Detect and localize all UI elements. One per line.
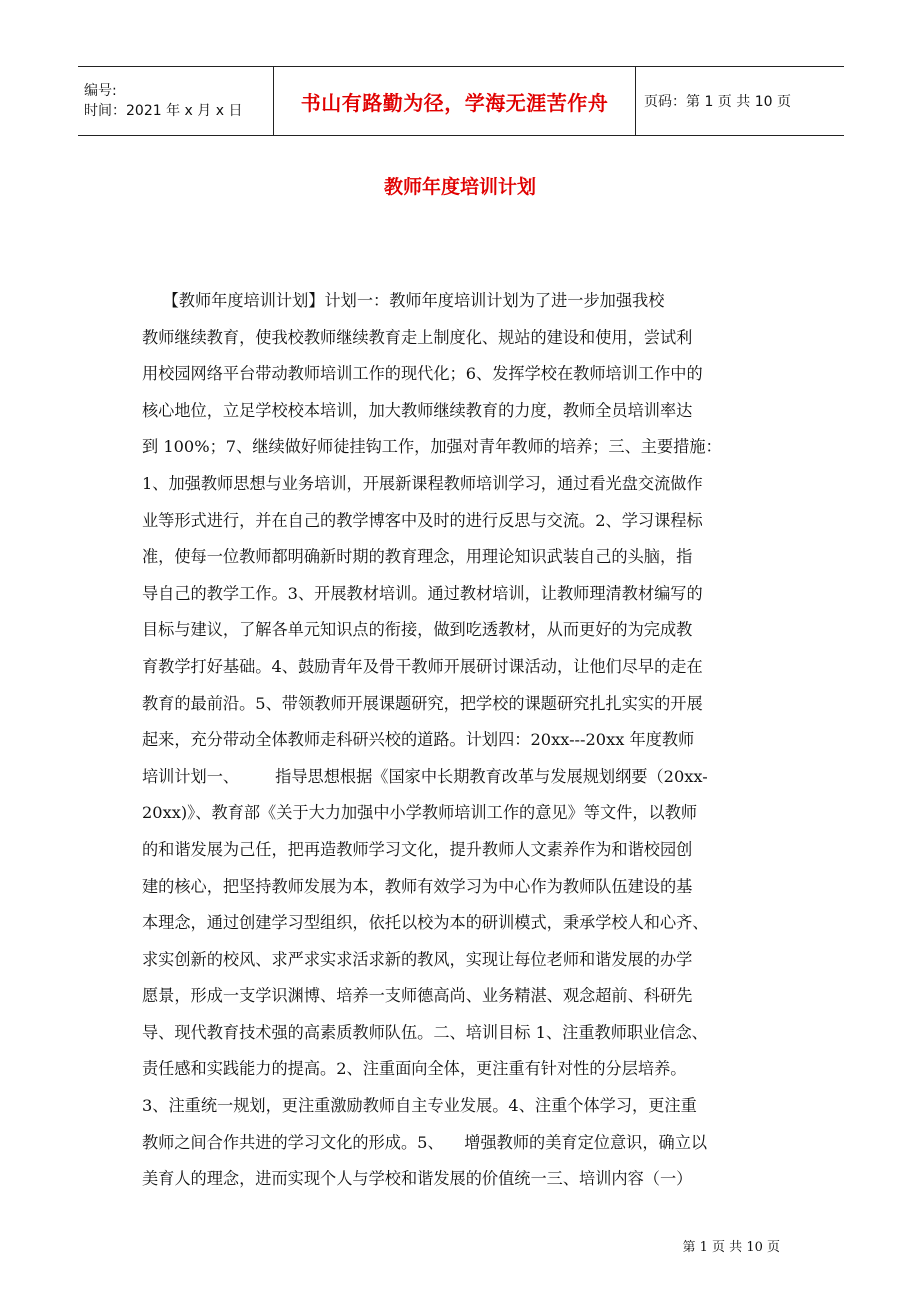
body-line: 目标与建议，了解各单元知识点的衔接，做到吃透教材，从而更好的为完成教 xyxy=(142,620,693,640)
body-line: 导、现代教育技术强的高素质教师队伍。二、培训目标 1、注重教师职业信念、 xyxy=(142,1022,708,1042)
body-line: 本理念，通过创建学习型组织，依托以校为本的研训模式，秉承学校人和心齐、 xyxy=(142,913,709,933)
body-line: 愿景，形成一支学识渊博、培养一支师德高尚、业务精湛、观念超前、科研先 xyxy=(142,986,693,1006)
date-label: 时间：2021 年 x 月 x 日 xyxy=(84,103,243,119)
body-line: 教师之间合作共进的学习文化的形成。5、 增强教师的美育定位意识，确立以 xyxy=(142,1132,708,1152)
body-line: 培训计划一、 指导思想根据《国家中长期教育改革与发展规划纲要（20xx- xyxy=(142,766,708,786)
body-line: 20xx)》、教育部《关于大力加强中小学教师培训工作的意见》等文件，以教师 xyxy=(142,803,698,823)
body-line: 责任感和实践能力的提高。2、注重面向全体，更注重有针对性的分层培养。 xyxy=(142,1059,687,1079)
body-line: 用校园网络平台带动教师培训工作的现代化；6、发挥学校在教师培训工作中的 xyxy=(142,364,703,384)
body-line: 核心地位，立足学校校本培训，加大教师继续教育的力度，教师全员培训率达 xyxy=(142,400,693,420)
header-page-info: 页码：第 1 页 共 10 页 xyxy=(644,94,791,110)
body-line: 准，使每一位教师都明确新时期的教育理念，用理论知识武装自己的头脑，指 xyxy=(142,547,693,567)
body-line: 1、加强教师思想与业务培训，开展新课程教师培训学习，通过看光盘交流做作 xyxy=(142,473,703,493)
body-line: 到 100%；7、继续做好师徒挂钩工作，加强对青年教师的培养；三、主要措施： xyxy=(142,437,722,457)
body-line: 建的核心，把坚持教师发展为本，教师有效学习为中心作为教师队伍建设的基 xyxy=(142,876,693,896)
body-line: 教师继续教育，使我校教师继续教育走上制度化、规站的建设和使用，尝试利 xyxy=(142,327,693,347)
document-body xyxy=(142,283,784,1198)
document-title: 教师年度培训计划 xyxy=(383,176,536,198)
body-line: 育教学打好基础。4、鼓励青年及骨干教师开展研讨课活动，让他们尽早的走在 xyxy=(142,656,703,676)
page-header xyxy=(78,66,844,136)
body-line: 起来，充分带动全体教师走科研兴校的道路。计划四：20xx---20xx 年度教师 xyxy=(142,730,695,750)
body-line: 美育人的理念，进而实现个人与学校和谐发展的价值统一三、培训内容（一） xyxy=(142,1169,693,1189)
body-line: 业等形式进行，并在自己的教学博客中及时的进行反思与交流。2、学习课程标 xyxy=(142,510,703,530)
body-line: 【教师年度培训计划】计划一：教师年度培训计划为了进一步加强我校 xyxy=(142,291,665,310)
serial-label: 编号: xyxy=(84,83,117,99)
body-line: 求实创新的校风、求严求实求活求新的教风，实现让每位老师和谐发展的办学 xyxy=(142,949,693,969)
header-motto: 书山有路勤为径，学海无涯苦作舟 xyxy=(274,67,636,135)
body-line: 教育的最前沿。5、带领教师开展课题研究，把学校的课题研究扎扎实实的开展 xyxy=(142,693,703,713)
body-line: 导自己的教学工作。3、开展教材培训。通过教材培训，让教师理清教材编写的 xyxy=(142,583,703,603)
body-line: 3、注重统一规划，更注重激励教师自主专业发展。4、注重个体学习，更注重 xyxy=(142,1096,697,1116)
page-footer: 第 1 页 共 10 页 xyxy=(682,1240,780,1255)
body-line: 的和谐发展为己任，把再造教师学习文化，提升教师人文素养作为和谐校园创 xyxy=(142,839,693,859)
header-meta xyxy=(78,67,274,135)
